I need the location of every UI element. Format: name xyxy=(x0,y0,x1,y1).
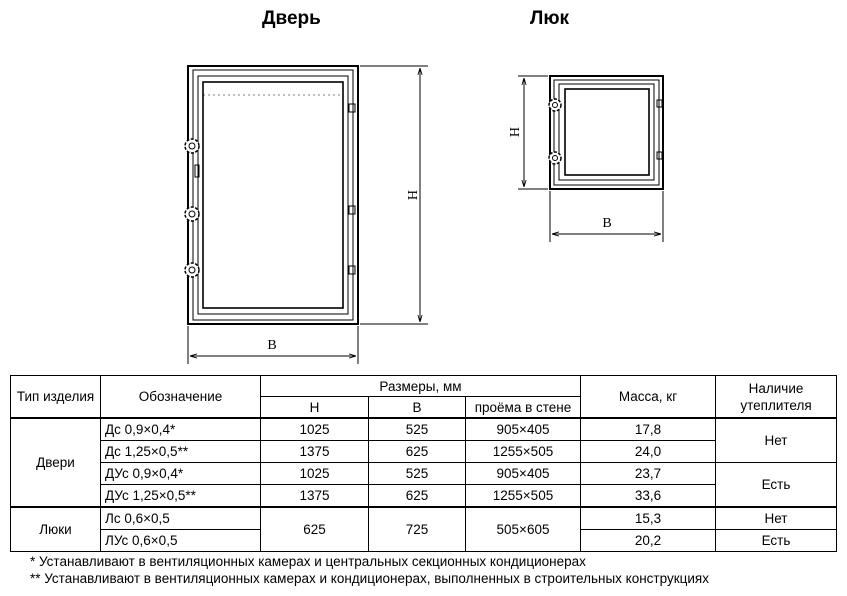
b-cell: 525 xyxy=(369,418,466,441)
header-sizes: Размеры, мм xyxy=(261,376,581,397)
header-mass: Масса, кг xyxy=(581,376,716,419)
header-insulation: Наличие утеплителя xyxy=(716,376,837,419)
designation-cell: ЛУс 0,6×0,5 xyxy=(101,530,261,552)
header-b: В xyxy=(369,397,466,419)
footnotes xyxy=(30,553,709,587)
door-handle-top xyxy=(185,139,199,153)
designation-cell: Дс 1,25×0,5** xyxy=(101,441,261,463)
door-height-label: Н xyxy=(404,189,419,201)
header-opening: проёма в стене xyxy=(466,397,581,419)
mass-cell: 23,7 xyxy=(581,463,716,485)
hatch-drawing xyxy=(550,76,663,189)
hatch-width-label: В xyxy=(602,216,612,231)
hatch-title: Люк xyxy=(530,8,570,29)
h-cell: 1375 xyxy=(261,441,369,463)
designation-cell: ДУс 1,25×0,5** xyxy=(101,485,261,508)
hatch-handle-bottom xyxy=(549,152,561,164)
specification-table xyxy=(10,375,837,552)
door-title: Дверь xyxy=(262,8,321,29)
b-cell: 625 xyxy=(369,485,466,508)
insulation-cell: Нет xyxy=(716,418,837,463)
insulation-cell: Есть xyxy=(716,530,837,552)
group-doors: Двери xyxy=(11,418,101,507)
hatch-height-label: Н xyxy=(506,126,521,138)
header-h: Н xyxy=(261,397,369,419)
footnote-2: ** Устанавливают в вентиляционных камерах и кондиционерах, выполненных в строительных конструкциях xyxy=(30,571,709,586)
opening-cell: 905×405 xyxy=(466,418,581,441)
mass-cell: 15,3 xyxy=(581,507,716,530)
mass-cell: 33,6 xyxy=(581,485,716,508)
mass-cell: 17,8 xyxy=(581,418,716,441)
b-cell: 725 xyxy=(369,507,466,552)
table-row xyxy=(11,418,837,441)
h-cell: 625 xyxy=(261,507,369,552)
designation-cell: Лс 0,6×0,5 xyxy=(101,507,261,530)
opening-cell: 505×605 xyxy=(466,507,581,552)
mass-cell: 24,0 xyxy=(581,441,716,463)
hatch-handle-top xyxy=(549,99,561,111)
table-row xyxy=(11,485,837,508)
door-handle-middle xyxy=(185,207,199,221)
b-cell: 525 xyxy=(369,463,466,485)
table-row xyxy=(11,463,837,485)
group-hatches: Люки xyxy=(11,507,101,552)
designation-cell: Дс 0,9×0,4* xyxy=(101,418,261,441)
header-designation: Обозначение xyxy=(101,376,261,419)
door-width-label: В xyxy=(267,338,277,353)
opening-cell: 1255×505 xyxy=(466,485,581,508)
footnote-1: * Устанавливают в вентиляционных камерах и центральных секционных кондиционерах xyxy=(30,554,586,569)
door-handle-bottom xyxy=(185,263,199,277)
h-cell: 1375 xyxy=(261,485,369,508)
h-cell: 1025 xyxy=(261,418,369,441)
designation-cell: ДУс 0,9×0,4* xyxy=(101,463,261,485)
table-row xyxy=(11,441,837,463)
door-drawing xyxy=(188,66,358,324)
mass-cell: 20,2 xyxy=(581,530,716,552)
table-row xyxy=(11,507,837,530)
h-cell: 1025 xyxy=(261,463,369,485)
hatch-height-dimension xyxy=(518,76,548,189)
opening-cell: 905×405 xyxy=(466,463,581,485)
b-cell: 625 xyxy=(369,441,466,463)
opening-cell: 1255×505 xyxy=(466,441,581,463)
insulation-cell: Нет xyxy=(716,507,837,530)
insulation-cell: Есть xyxy=(716,463,837,508)
header-type: Тип изделия xyxy=(11,376,101,419)
